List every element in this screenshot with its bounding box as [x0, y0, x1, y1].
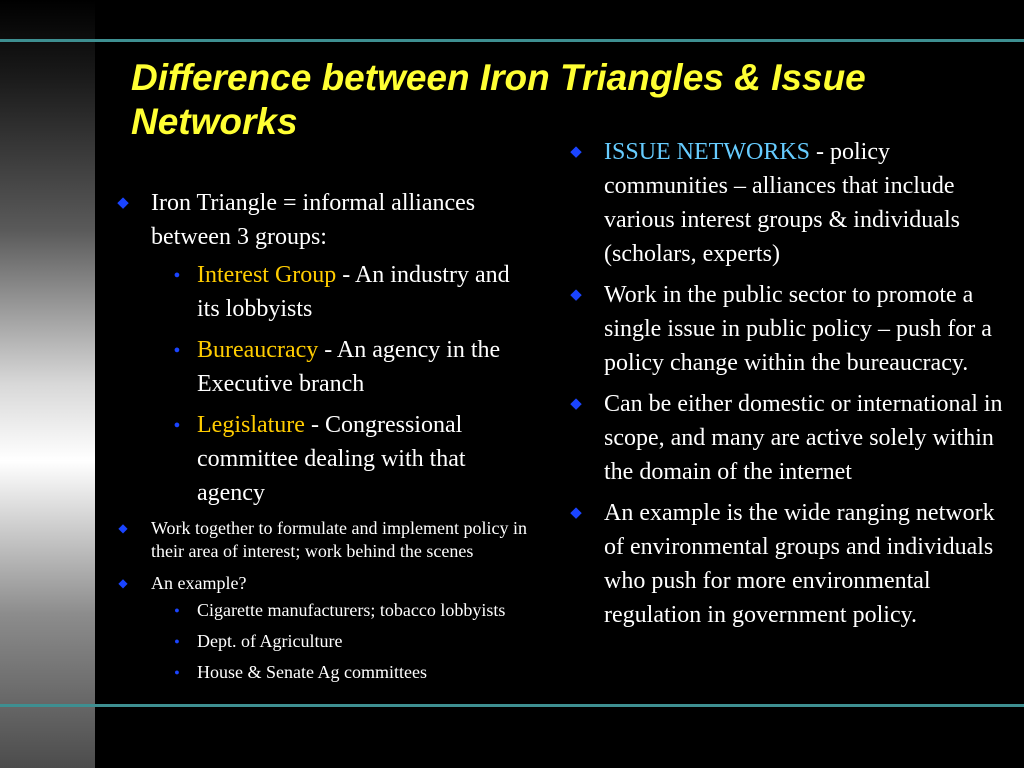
dot-icon: ● — [173, 269, 181, 281]
bullet-scope — [566, 387, 1006, 489]
bullet-issue-networks — [566, 135, 1006, 271]
group-item — [151, 333, 533, 401]
diamond-icon: ◆ — [118, 521, 128, 535]
example-text: Cigarette manufacturers; tobacco lobbyists — [197, 600, 506, 620]
slide-title: Difference between Iron Triangles & Issue Networks — [131, 57, 866, 142]
dot-icon: ● — [173, 344, 181, 356]
issue-networks-desc: - policy communities – alliances that include various interest groups & individuals (scholars, experts) — [604, 139, 960, 267]
example-question-text: An example? — [151, 573, 247, 593]
bullet-iron-triangle — [113, 186, 533, 510]
issue-networks-term: ISSUE NETWORKS — [604, 139, 811, 165]
right-column — [566, 135, 1006, 639]
left-column — [113, 186, 533, 693]
example-item — [151, 661, 533, 684]
point-text: Work in the public sector to promote a single issue in public policy – push for a policy change within the bureaucracy. — [604, 282, 992, 376]
example-item — [151, 630, 533, 653]
bullet-example — [566, 496, 1006, 632]
bullet-public-sector — [566, 278, 1006, 380]
top-rule — [0, 39, 1024, 42]
example-item — [151, 599, 533, 622]
diamond-icon: ◆ — [570, 144, 582, 160]
group-desc: - Congressional committee dealing with that agency — [197, 412, 466, 506]
examples-list — [151, 599, 533, 684]
group-desc: - An industry and its lobbyists — [197, 262, 510, 322]
group-term: Legislature — [197, 412, 305, 438]
diamond-icon: ◆ — [570, 287, 582, 303]
diamond-icon: ◆ — [570, 505, 582, 521]
dot-icon: ● — [174, 636, 180, 646]
dot-icon: ● — [174, 667, 180, 677]
groups-list — [151, 258, 533, 510]
diamond-icon: ◆ — [117, 195, 129, 211]
point-text: An example is the wide ranging network of environmental groups and individuals who push for more environmental regulation in government policy. — [604, 500, 995, 628]
example-text: Dept. of Agriculture — [197, 631, 343, 651]
bottom-rule — [0, 704, 1024, 707]
work-together-text: Work together to formulate and implement policy in their area of interest; work behind the scenes — [151, 518, 527, 561]
example-text: House & Senate Ag committees — [197, 662, 427, 682]
group-desc: - An agency in the Executive branch — [197, 337, 501, 397]
point-text: Can be either domestic or international in scope, and many are active solely within the domain of the internet — [604, 391, 1003, 485]
diamond-icon: ◆ — [570, 396, 582, 412]
group-term: Bureaucracy — [197, 337, 319, 363]
diamond-icon: ◆ — [118, 576, 128, 590]
bullet-work-together — [113, 517, 533, 563]
group-term: Interest Group — [197, 262, 337, 288]
group-item — [151, 408, 533, 510]
group-item — [151, 258, 533, 326]
side-gradient-bar — [0, 0, 95, 768]
dot-icon: ● — [174, 605, 180, 615]
dot-icon: ● — [173, 419, 181, 431]
iron-triangle-text: Iron Triangle = informal alliances between 3 groups: — [151, 190, 476, 250]
bullet-example-question — [113, 572, 533, 684]
